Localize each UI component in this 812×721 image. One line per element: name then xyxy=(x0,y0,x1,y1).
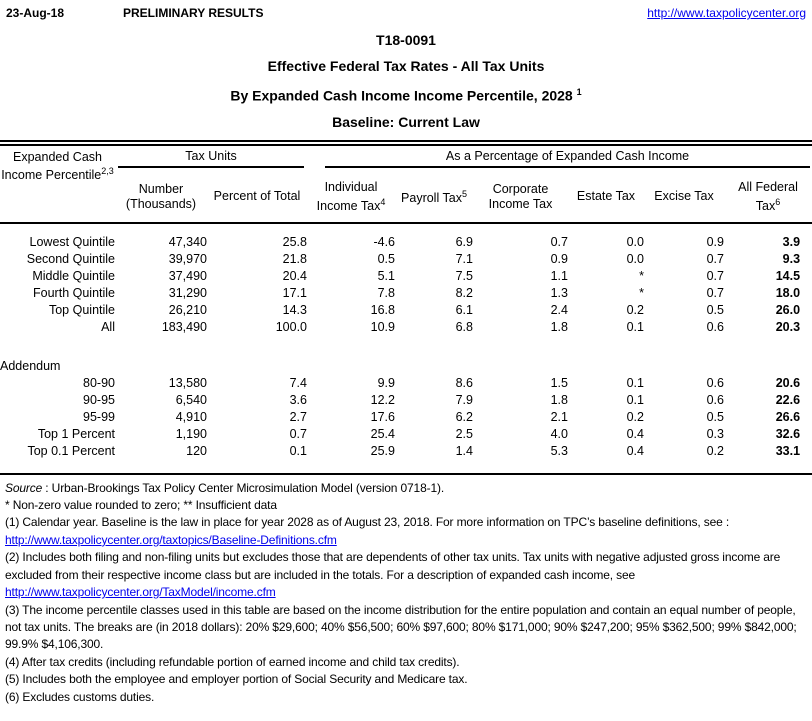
table-row xyxy=(0,319,812,336)
cell: 5.1 xyxy=(377,268,395,283)
cell: 0.2 xyxy=(626,302,644,317)
cell: 12.2 xyxy=(370,392,395,407)
baseline-definitions-link[interactable]: http://www.taxpolicycenter.org/taxtopics/Baseline-Definitions.cfm xyxy=(5,532,337,547)
cell: 0.0 xyxy=(626,251,644,266)
column-header-percentile: Expanded Cash Income Percentile$^{2,3}$ xyxy=(0,146,115,223)
cell: 7.9 xyxy=(455,392,473,407)
group-header-percentage: As a Percentage of Expanded Cash Income xyxy=(307,146,812,172)
row-label: 95-99 xyxy=(83,409,115,424)
title-line-1: Effective Federal Tax Rates - All Tax Units xyxy=(267,58,545,74)
table-row xyxy=(0,302,812,319)
table-row xyxy=(0,392,812,409)
row-label: All xyxy=(101,319,115,334)
footnotes xyxy=(0,475,812,706)
cell: 0.2 xyxy=(706,443,724,458)
cell: 31,290 xyxy=(168,285,207,300)
table-end-padding xyxy=(0,460,812,473)
cell: 47,340 xyxy=(168,234,207,249)
cell: 9.9 xyxy=(377,375,395,390)
cell: 0.7 xyxy=(289,426,307,441)
cell: 2.5 xyxy=(455,426,473,441)
cell: 0.5 xyxy=(706,302,724,317)
end-spacer-row xyxy=(0,460,812,473)
cell: 6.1 xyxy=(455,302,473,317)
note-2: (2) Includes both filing and non-filing units but excludes those that are dependents of other tax units. Tax units with negative adjusted gross income are excluded from their respective income class but are included in the totals. For a description of expanded cash income, see xyxy=(5,550,781,582)
cell: 0.6 xyxy=(706,319,724,334)
cell: 100.0 xyxy=(275,319,307,334)
cell: 3.9 xyxy=(782,234,801,249)
cell: 6.8 xyxy=(455,319,473,334)
title-line-2: By Expanded Cash Income Income Percentile, 2028 $^1$ xyxy=(230,87,582,104)
row-label: Fourth Quintile xyxy=(33,285,115,300)
cell: * xyxy=(639,268,644,283)
cell: 21.8 xyxy=(282,251,307,266)
cell: 0.5 xyxy=(706,409,724,424)
note-source: Source : Urban-Brookings Tax Policy Center Microsimulation Model (version 0718-1). xyxy=(5,480,445,495)
title-baseline: Baseline: Current Law xyxy=(332,113,480,130)
note-6: (6) Excludes customs duties. xyxy=(5,689,155,704)
group-header-tax-units: Tax Units xyxy=(115,146,307,172)
row-label: Lowest Quintile xyxy=(29,234,115,249)
cell: 0.7 xyxy=(706,268,724,283)
quintile-rows xyxy=(0,223,812,336)
cell: 5.3 xyxy=(550,443,568,458)
table-id: T18-0091 xyxy=(376,32,436,48)
row-label: Middle Quintile xyxy=(32,268,115,283)
top-bar xyxy=(0,0,812,20)
cell: 32.6 xyxy=(775,426,801,441)
cell: 13,580 xyxy=(168,375,207,390)
cell: 1.4 xyxy=(455,443,473,458)
cell: 9.3 xyxy=(782,251,801,266)
cell: 8.2 xyxy=(455,285,473,300)
cell: 0.0 xyxy=(626,234,644,249)
cell: 25.9 xyxy=(370,443,395,458)
cell: 1.8 xyxy=(550,392,568,407)
preliminary-results-label: PRELIMINARY RESULTS xyxy=(123,6,264,20)
cell: 6.9 xyxy=(455,234,473,249)
cell: 16.8 xyxy=(370,302,395,317)
cell: 0.1 xyxy=(289,443,307,458)
cell: 20.6 xyxy=(775,375,801,390)
cell: 22.6 xyxy=(775,392,801,407)
cell: 0.5 xyxy=(377,251,395,266)
column-header-payroll-tax: Payroll Tax$^5$ xyxy=(395,172,473,223)
cell: 0.7 xyxy=(706,285,724,300)
cell: 7.4 xyxy=(289,375,307,390)
cell: 20.4 xyxy=(282,268,307,283)
column-header-number: Number (Thousands) xyxy=(115,172,207,223)
cell: 0.4 xyxy=(626,443,644,458)
cell: 25.8 xyxy=(282,234,307,249)
tax-rates-table xyxy=(0,146,812,473)
cell: 0.7 xyxy=(706,251,724,266)
cell: 14.5 xyxy=(775,268,801,283)
cell: * xyxy=(639,285,644,300)
cell: 120 xyxy=(186,443,207,458)
cell: 10.9 xyxy=(370,319,395,334)
cell: -4.6 xyxy=(373,234,395,249)
table-row xyxy=(0,375,812,392)
cell: 26.6 xyxy=(775,409,801,424)
cell: 1.5 xyxy=(550,375,568,390)
row-label: Top 0.1 Percent xyxy=(27,443,115,458)
note-1: (1) Calendar year. Baseline is the law in place for year 2028 as of August 23, 2018. For more information on TPC’s baseline definitions, see : xyxy=(5,515,730,530)
row-label: Top 1 Percent xyxy=(37,426,115,441)
cell: 1.1 xyxy=(550,268,568,283)
cell: 0.7 xyxy=(550,234,568,249)
column-header-estate-tax: Estate Tax xyxy=(568,172,644,223)
cell: 1.3 xyxy=(550,285,568,300)
cell: 4,910 xyxy=(175,409,207,424)
column-header-excise-tax: Excise Tax xyxy=(644,172,724,223)
cell: 1.8 xyxy=(550,319,568,334)
cell: 26,210 xyxy=(168,302,207,317)
cell: 4.0 xyxy=(550,426,568,441)
table-row xyxy=(0,409,812,426)
taxpolicycenter-link[interactable]: http://www.taxpolicycenter.org xyxy=(647,6,806,20)
column-header-corporate-income-tax: Corporate Income Tax xyxy=(473,172,568,223)
cell: 0.4 xyxy=(626,426,644,441)
table-row xyxy=(0,285,812,302)
addendum-label: Addendum xyxy=(0,358,61,373)
note-5: (5) Includes both the employee and employer portion of Social Security and Medicare tax. xyxy=(5,672,468,687)
cell: 17.1 xyxy=(282,285,307,300)
row-label: 90-95 xyxy=(83,392,115,407)
cell: 0.3 xyxy=(706,426,724,441)
title-footnote-marker: 1 xyxy=(576,87,582,97)
cell: 6.2 xyxy=(455,409,473,424)
cell: 26.0 xyxy=(775,302,801,317)
addendum-rows xyxy=(0,375,812,460)
cell: 0.1 xyxy=(626,375,644,390)
cell: 39,970 xyxy=(168,251,207,266)
cell: 33.1 xyxy=(775,443,801,458)
cell: 0.9 xyxy=(706,234,724,249)
table-row xyxy=(0,426,812,443)
cell: 183,490 xyxy=(161,319,207,334)
table-row xyxy=(0,251,812,268)
cell: 7.5 xyxy=(455,268,473,283)
column-header-all-federal-tax: All Federal Tax$^6$ xyxy=(724,172,812,223)
table-row xyxy=(0,268,812,285)
cell: 7.1 xyxy=(455,251,473,266)
row-label: Second Quintile xyxy=(26,251,115,266)
taxmodel-income-link[interactable]: http://www.taxpolicycenter.org/TaxModel/income.cfm xyxy=(5,585,276,600)
report-date: 23-Aug-18 xyxy=(6,6,65,20)
addendum-label-row xyxy=(0,358,812,375)
cell: 2.7 xyxy=(289,409,307,424)
note-2-link xyxy=(5,584,807,601)
note-3: (3) The income percentile classes used in this table are based on the income distribution for the entire population and contain an equal number of people, not tax units. The breaks are (in 2018 dollars): 20% $29,600; 40% $56,500; 60% $97,600; 80% $171,000; 90% $247,200; 95% $362,500; 99% $842,000; 99.9% $4,106,300. xyxy=(5,602,797,652)
table-header xyxy=(0,146,812,223)
note-4: (4) After tax credits (including refundable portion of earned income and child tax credits). xyxy=(5,654,460,669)
table-row xyxy=(0,223,812,251)
cell: 6,540 xyxy=(175,392,207,407)
group-header-row xyxy=(0,146,812,172)
cell: 0.1 xyxy=(626,392,644,407)
column-header-row xyxy=(0,172,812,223)
cell: 8.6 xyxy=(455,375,473,390)
cell: 37,490 xyxy=(168,268,207,283)
cell: 0.1 xyxy=(626,319,644,334)
note-legend: * Non-zero value rounded to zero; ** Insufficient data xyxy=(5,498,277,513)
column-header-percent-of-total: Percent of Total xyxy=(207,172,307,223)
cell: 0.6 xyxy=(706,392,724,407)
cell: 18.0 xyxy=(775,285,801,300)
table-row xyxy=(0,443,812,460)
cell: 17.6 xyxy=(370,409,395,424)
column-header-individual-income-tax: Individual Income Tax$^4$ xyxy=(307,172,395,223)
cell: 2.1 xyxy=(550,409,568,424)
addendum-section xyxy=(0,336,812,375)
spacer-row xyxy=(0,336,812,358)
cell: 1,190 xyxy=(175,426,207,441)
cell: 3.6 xyxy=(289,392,307,407)
cell: 0.9 xyxy=(550,251,568,266)
cell: 25.4 xyxy=(370,426,395,441)
cell: 0.2 xyxy=(626,409,644,424)
note-1-link xyxy=(5,532,807,549)
cell: 20.3 xyxy=(775,319,801,334)
cell: 14.3 xyxy=(282,302,307,317)
cell: 0.6 xyxy=(706,375,724,390)
cell: 2.4 xyxy=(550,302,568,317)
cell: 7.8 xyxy=(377,285,395,300)
row-label: 80-90 xyxy=(83,375,115,390)
title-block xyxy=(0,32,812,130)
row-label: Top Quintile xyxy=(48,302,115,317)
